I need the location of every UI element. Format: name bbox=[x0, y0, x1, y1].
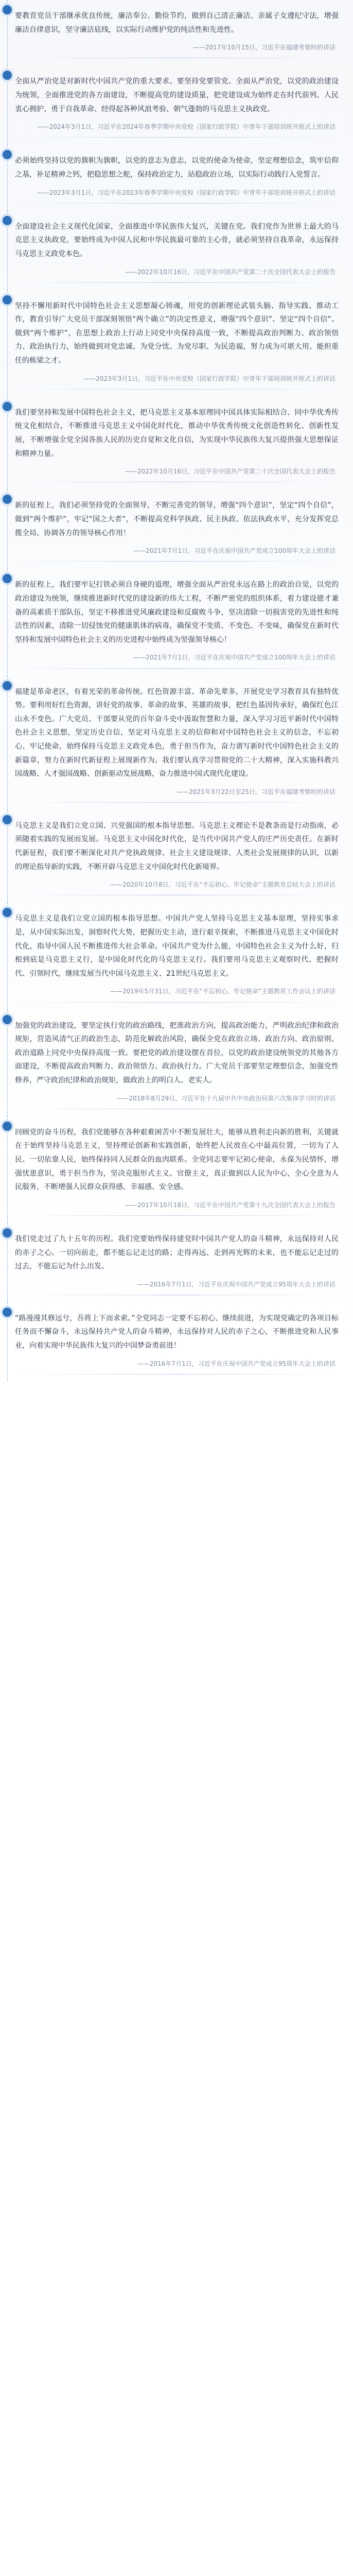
quote-text: 坚持不懈用新时代中国特色社会主义思想凝心铸魂，用党的创新理论武装头脑、指导实践、推动工作，教育引导广大党员干部深刻领悟“两个确立”的决定性意义，增强“四个意识”、坚定“四个自信”、做到“两个维护”，在思想上政治上行动上同党中央保持高度一致，不断提高政治判断力、政治领悟力、政治执行力，始终做到对党忠诚、为党分忧、为党尽职、为民造福，努力成为可堪大用、能担重任的栋梁之才。 bbox=[15, 301, 339, 365]
quote-source: ——2024年3月1日，习近平在2024年春季学期中央党校（国家行政学院）中青年干部培训班开班式上的讲话 bbox=[37, 123, 336, 131]
quote-divider bbox=[15, 1215, 339, 1216]
quote-text: 新的征程上，我们要牢记打铁必须自身硬的道理，增强全面从严治党永远在路上的政治自觉，以党的政治建设为统领，继续推进新时代党的建设新的伟大工程，不断严密党的组织体系，着力建设德才兼备的高素质干部队伍，坚定不移推进党风廉政建设和反腐败斗争，坚决清除一切损害党的先进性和纯洁性的因素，清除一切侵蚀党的健康肌体的病毒，确保党不变质、不变色、不变味，确保党在新时代坚持和发展中国特色社会主义的历史进程中始终成为坚强领导核心！ bbox=[15, 581, 339, 644]
quote-block bbox=[7, 211, 346, 290]
quote-block bbox=[7, 145, 346, 210]
quote-source: ——2020年10月8日，习近平在“不忘初心、牢记使命”主题教育总结大会上的讲话 bbox=[110, 881, 336, 889]
quote-text: 回顾党的奋斗历程，我们党能够在各种艰难困苦中不断发展壮大，能够从胜利走向新的胜利，关键就在于始终坚持马克思主义，坚持理论创新和实践创新，始终把人民放在心中最高位置，一切为了人民、一切依靠人民，始终保持同人民群众的血肉联系。全党同志要牢记初心使命，永葆为民情怀，增强忧患意识，勇于担当作为，坚决克服形式主义、官僚主义，真正做到以人民为中心，全心全意为人民服务，不断增强人民群众获得感、幸福感、安全感。 bbox=[15, 1128, 339, 1192]
quote-block bbox=[7, 1010, 346, 1116]
quote-divider bbox=[15, 1002, 339, 1003]
quote-source: ——2023年3月1日，习近平在中央党校（国家行政学院）中青年干部培训班开班式上的讲话 bbox=[83, 375, 336, 382]
quote-source: ——2021年3月22日至25日，习近平在福建考察时的讲话 bbox=[177, 788, 336, 795]
quote-divider bbox=[15, 561, 339, 562]
quote-text: “路漫漫其修远兮，吾将上下而求索。”全党同志一定要不忘初心、继续前进，为实现党确定的各项目标任务而不懈奋斗，永远保持共产党人的奋斗精神，永远保持对人民的赤子之心，不断推进党和人民事业，向着实现中华民族伟大复兴的中国梦奋勇前进！ bbox=[15, 1314, 339, 1350]
quote-divider bbox=[15, 668, 339, 669]
quote-divider bbox=[15, 203, 339, 204]
quote-block bbox=[7, 569, 346, 675]
quote-divider bbox=[15, 137, 339, 138]
quote-text: 必须始终坚持以党的旗帜为旗帜，以党的意志为意志，以党的使命为使命，坚定理想信念，筑牢信仰之基，补足精神之钙，把稳思想之舵，保持政治定力，站稳政治立场，以实际行动践行入党誓言。 bbox=[15, 157, 339, 179]
quote-source: ——2021年7月1日，习近平在庆祝中国共产党成立100周年大会上的讲话 bbox=[133, 654, 336, 662]
quote-text: 加强党的政治建设，要坚定执行党的政治路线，把准政治方向，提高政治能力，严明政治纪律和政治规矩，营造风清气正的政治生态，防范化解政治风险，确保全党在政治立场、政治方向、政治原则、政治道路上同党中央保持高度一致。要把党的政治建设摆在首位，以党的政治建设统领党的其他各方面建设，不断提高政治判断力、政治领悟力、政治执行力。广大党员干部要坚定理想信念，加强党性修养，严守政治纪律和政治规矩，做政治上的明白人、老实人。 bbox=[15, 1021, 339, 1084]
quote-block bbox=[7, 397, 346, 490]
quote-text: 我们要坚持和发展中国特色社会主义，把马克思主义基本原理同中国具体实际相结合、同中华优秀传统文化相结合，不断推进马克思主义中国化时代化，推动中华优秀传统文化创造性转化、创新性发展，不断增强全党全国各族人民的历史自觉和文化自信，为实现中华民族伟大复兴提供强大思想保证和精神力量。 bbox=[15, 408, 339, 458]
quote-text: 全面从严治党是对新时代中国共产党的重大要求。要坚持党要管党、全面从严治党，以党的政治建设为统领，全面推进党的各方面建设，不断提高党的建设质量，把党建设成为始终走在时代前列、人民衷心拥护、勇于自我革命、经得起各种风浪考验、朝气蓬勃的马克思主义执政党。 bbox=[15, 77, 339, 113]
quote-block bbox=[7, 65, 346, 145]
quote-block bbox=[7, 489, 346, 569]
quote-text: 福建是革命老区，有着光荣的革命传统。红色资源丰富、革命先辈多，开展党史学习教育具有独特优势。要利用好红色资源，讲好党的故事、革命的故事、英雄的故事，把红色基因传承好，确保红色江山永不变色。广大党员、干部要从党的百年奋斗史中汲取智慧和力量，深入学习习近平新时代中国特色社会主义思想，坚定历史自信，坚定对马克思主义的信仰和对中国特色社会主义的信念，不忘初心、牢记使命，始终保持马克思主义政党本色，勇于担当作为，奋力谱写新时代中国特色社会主义的新篇章，努力在新时代新征程上展现新作为。我们要认真学习贯彻党的二十大精神，深入实施科教兴国战略、人才强国战略、创新驱动发展战略，奋力推进中国式现代化建设。 bbox=[15, 687, 339, 778]
quote-divider bbox=[15, 1374, 339, 1375]
quote-source: ——2017年10月15日，习近平在福建考察时的讲话 bbox=[192, 44, 336, 52]
quote-block bbox=[7, 290, 346, 397]
quote-source: ——2016年7月1日，习近平在庆祝中国共产党成立95周年大会上的讲话 bbox=[137, 1280, 336, 1288]
quote-source: ——2016年7月1日，习近平在庆祝中国共产党成立95周年大会上的讲话 bbox=[137, 1360, 336, 1367]
quote-text: 马克思主义是我们立党立国、兴党强国的根本指导思想。马克思主义理论不是教条而是行动指南，必须随着实践的发展而发展。马克思主义中国化时代化，是当代中国共产党人的庄严历史责任。在新时代新征程，我们要不断深化对共产党执政规律、社会主义建设规律、人类社会发展规律的认识，以新的理论指导新的实践，不断开辟马克思主义中国化时代化新境界。 bbox=[15, 821, 339, 871]
quote-source: ——2019年5月31日，习近平在“不忘初心、牢记使命”主题教育工作会议上的讲话 bbox=[110, 988, 336, 995]
quote-text: 新的征程上，我们必须坚持党的全面领导，不断完善党的领导，增强“四个意识”，坚定“四个自信”，做到“两个维护”，牢记“国之大者”，不断提高党科学执政、民主执政、依法执政水平，充分发挥党总揽全局、协调各方的领导核心作用！ bbox=[15, 501, 339, 537]
quote-source: ——2021年7月1日，习近平在庆祝中国共产党成立100周年大会上的讲话 bbox=[133, 547, 336, 555]
quote-block bbox=[7, 1302, 346, 1382]
quote-block bbox=[7, 0, 346, 65]
quote-source: ——2022年10月16日，习近平在中国共产党第二十次全国代表大会上的报告 bbox=[125, 468, 336, 476]
page-footer-space bbox=[0, 1382, 353, 1387]
quote-source: ——2023年3月1日，习近平在2023年春季学期中央党校（国家行政学院）中青年干部培训班开班式上的讲话 bbox=[37, 189, 336, 196]
quote-source: ——2022年10月16日，习近平在中国共产党第二十次全国代表大会上的报告 bbox=[125, 268, 336, 276]
quote-block bbox=[7, 810, 346, 903]
quote-text: 全面建设社会主义现代化国家，全面推进中华民族伟大复兴，关键在党。我们党作为世界上最大的马克思主义执政党，要始终成为中国人民和中华民族最可靠的主心骨，就必须坚持自我革命，永远保持马克思主义政党本色。 bbox=[15, 222, 339, 258]
quote-divider bbox=[15, 282, 339, 283]
quote-block bbox=[7, 903, 346, 1009]
quote-text: 我们党走过了九十五年的历程。我们党要始终保持建党时中国共产党人的奋斗精神，永远保持对人民的赤子之心。一切向前走，都不能忘记走过的路；走得再远、走到再光辉的未来，也不能忘记走过的过去，不能忘记为什么出发。 bbox=[15, 1234, 339, 1271]
quote-block bbox=[7, 1116, 346, 1223]
quote-text: 马克思主义是我们立党立国的根本指导思想。中国共产党人坚持马克思主义基本原理，坚持实事求是，从中国实际出发，洞察时代大势，把握历史主动，进行艰辛探索，不断推进马克思主义中国化时代化，指导中国人民不断推进伟大社会革命。中国共产党为什么能，中国特色社会主义为什么好，归根到底是马克思主义行，是中国化时代化的马克思主义行。我们要用马克思主义观察时代、把握时代、引领时代，继续发展当代中国马克思主义、21世纪马克思主义。 bbox=[15, 914, 339, 978]
quote-block bbox=[7, 676, 346, 810]
quote-divider bbox=[15, 802, 339, 803]
quote-source: ——2018年8月29日，习近平在十九届中共中央政治局第六次集体学习时的讲话 bbox=[116, 1094, 336, 1102]
quote-block bbox=[7, 1223, 346, 1302]
quote-text: 要教育党员干部继承优良传统，廉洁奉公、勤俭节约，做到自己清正廉洁、亲属子女遵纪守法，增强廉洁自律意识，坚守廉洁底线，以实际行动维护党的纯洁性和先进性。 bbox=[15, 12, 339, 34]
quote-source: ——2017年10月18日，习近平在中国共产党第十九次全国代表大会上的报告 bbox=[125, 1201, 336, 1209]
